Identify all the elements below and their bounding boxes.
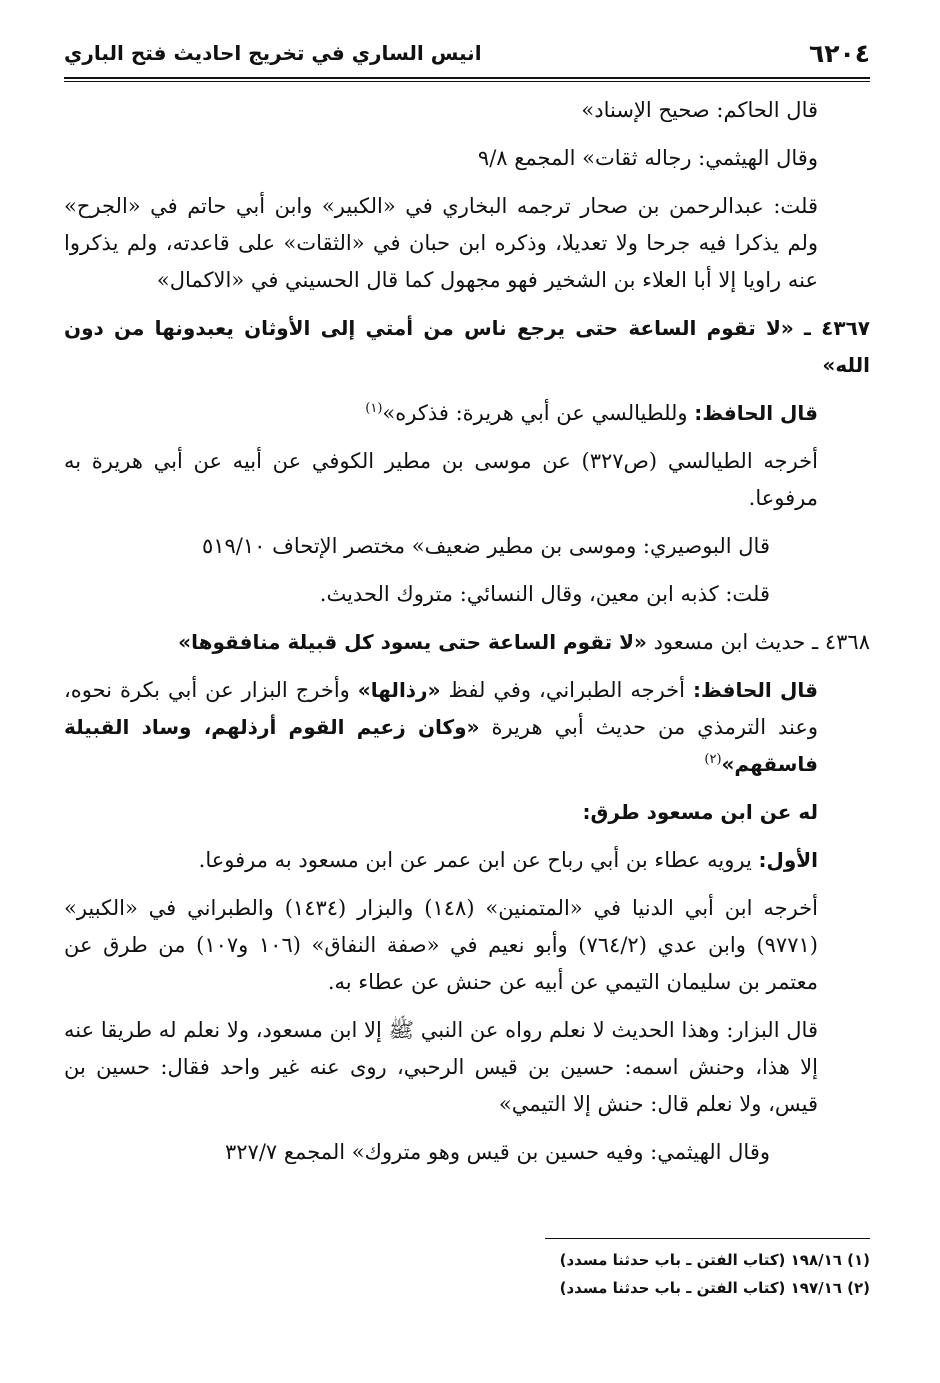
page-body: [64, 92, 870, 1182]
paragraph: قلت: عبدالرحمن بن صحار ترجمه البخاري في «الكبير» وابن أبي حاتم في «الجرح» ولم يذكرا فيه جرحا ولا تعديلا، وذكره ابن حبان في «الثقات» على قاعدته، ولم يذكروا عنه راويا إلا أبا العلاء بن الشخير فهو مجهول كما قال الحسيني في «الاكمال»: [64, 194, 818, 292]
footnote: (٢) ١٩٧/١٦ (كتاب الفتن ـ باب حدثنا مسدد): [559, 1279, 870, 1297]
text-bold: «لا تقوم الساعة حتى يسود كل قبيلة منافقوها»: [178, 630, 647, 654]
text-bold: «رذالها»: [357, 678, 441, 702]
footnote-rule: [545, 1238, 870, 1239]
text: ٤٣٦٨ ـ حديث ابن مسعود: [646, 630, 870, 654]
footnote-ref: (١): [365, 401, 383, 416]
hadith-heading-4367: ٤٣٦٧ ـ «لا تقوم الساعة حتى يرجع ناس من أمتي إلى الأوثان يعبدونها من دون الله»: [64, 316, 870, 377]
paragraph: وقال الهيثمي: وفيه حسين بن قيس وهو متروك» المجمع ٣٢٧/٧: [225, 1140, 770, 1164]
text: أخرجه الطبراني، وفي لفظ: [440, 678, 693, 702]
paragraph: [64, 672, 870, 783]
paragraph: قال البوصيري: وموسى بن مطير ضعيف» مختصر الإتحاف ٥١٩/١٠: [201, 534, 770, 558]
label-bold: الأول:: [758, 848, 818, 872]
subheading: له عن ابن مسعود طرق:: [582, 800, 818, 824]
footnote-ref: (٢): [704, 752, 722, 767]
footnote: (١) ١٩٨/١٦ (كتاب الفتن ـ باب حدثنا مسدد): [559, 1251, 870, 1269]
book-title: انيس الساري في تخريج احاديث فتح الباري: [64, 41, 482, 65]
paragraph: أخرجه الطيالسي (ص٣٢٧) عن موسى بن مطير الكوفي عن أبيه عن أبي هريرة به مرفوعا.: [64, 449, 818, 510]
footnotes: [64, 1246, 870, 1302]
paragraph: قال الحاكم: صحيح الإسناد»: [581, 98, 818, 122]
label-bold: قال الحافظ:: [694, 401, 818, 425]
paragraph: أخرجه ابن أبي الدنيا في «المتمنين» (١٤٨) والبزار (١٤٣٤) والطبراني في «الكبير» (٩٧٧١) وابن عدي (٧٦٤/٢) وأبو نعيم في «صفة النفاق» (١٠٦ و١٠٧) من طرق عن معتمر بن سليمان التيمي عن أبيه عن حنش عن عطاء به.: [64, 896, 818, 994]
running-header: [64, 30, 870, 76]
header-rule: [64, 77, 870, 79]
text: وللطيالسي عن أبي هريرة: فذكره»: [382, 401, 695, 425]
paragraph: قلت: كذبه ابن معين، وقال النسائي: متروك الحديث.: [319, 582, 770, 606]
page-number: ٦٢٠٤: [808, 38, 870, 68]
hadith-heading-4368: [64, 624, 870, 661]
paragraph: [64, 395, 870, 432]
paragraph: قال البزار: وهذا الحديث لا نعلم رواه عن النبي ﷺ إلا ابن مسعود، ولا نعلم له طريقا عنه إلا هذا، وحنش اسمه: حسين بن قيس الرحبي، روى عنه غير واحد فقال: حسين بن قيس، ولا نعلم قال: حنش إلا التيمي»: [64, 1018, 818, 1116]
paragraph: [64, 842, 870, 879]
label-bold: قال الحافظ:: [692, 678, 818, 702]
header-rule-thin: [64, 81, 870, 82]
paragraph: وقال الهيثمي: رجاله ثقات» المجمع ٩/٨: [477, 146, 818, 170]
text: وأخرج البزار عن أبي بكرة نحوه، وعند الترمذي من حديث أبي هريرة: [64, 678, 818, 739]
text: يرويه عطاء بن أبي رباح عن ابن عمر عن ابن مسعود به مرفوعا.: [198, 848, 759, 872]
text-bold: «وكان زعيم القوم أرذلهم، وساد القبيلة فاسقهم»: [64, 715, 818, 776]
